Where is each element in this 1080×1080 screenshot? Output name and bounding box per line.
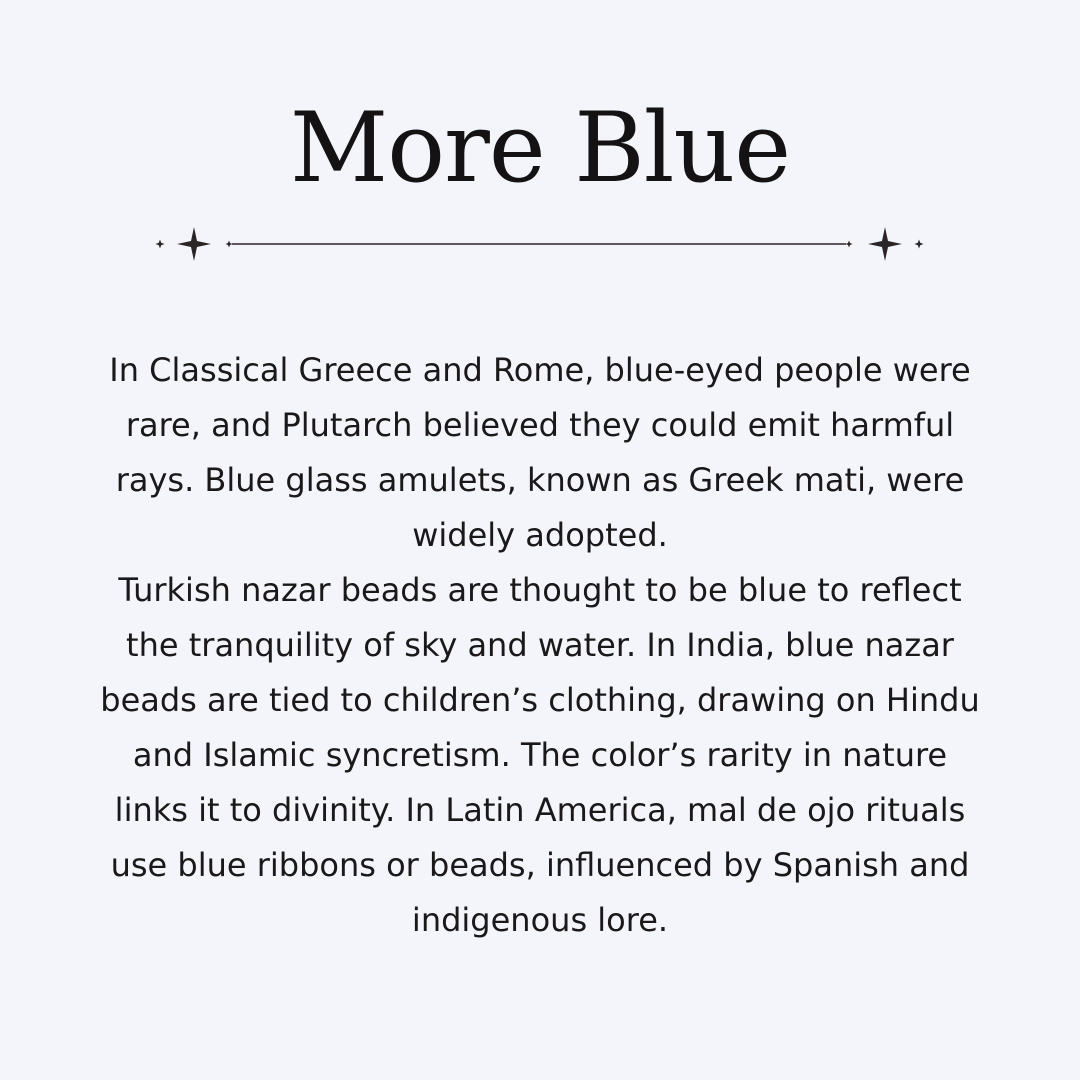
sparkle-icon-right-small	[915, 240, 924, 249]
body-text	[100, 343, 980, 948]
ornamental-divider	[150, 224, 930, 264]
sparkle-icon-right-tiny	[846, 241, 853, 248]
sparkle-icon-left-small	[156, 240, 165, 249]
sparkle-icon-left-large	[177, 227, 211, 261]
sparkle-icon-left-tiny	[226, 241, 233, 248]
page-title: More Blue	[289, 92, 791, 204]
paragraph-greece-rome: In Classical Greece and Rome, blue-eyed people were rare, and Plutarch believed they could emit harmful rays. Blue glass amulets, known as Greek mati, were widely adopted.	[109, 351, 971, 554]
sparkle-icon-right-large	[868, 227, 902, 261]
paragraph-nazar-beads: Turkish nazar beads are thought to be blue to reflect the tranquility of sky and water. In India, blue nazar beads are tied to children’s clothing, drawing on Hindu and Islamic syncretism. The color’s rarity in nature links it to divinity. In Latin America, mal de ojo rituals use blue ribbons or beads, influenced by Spanish and indigenous lore.	[100, 571, 980, 939]
